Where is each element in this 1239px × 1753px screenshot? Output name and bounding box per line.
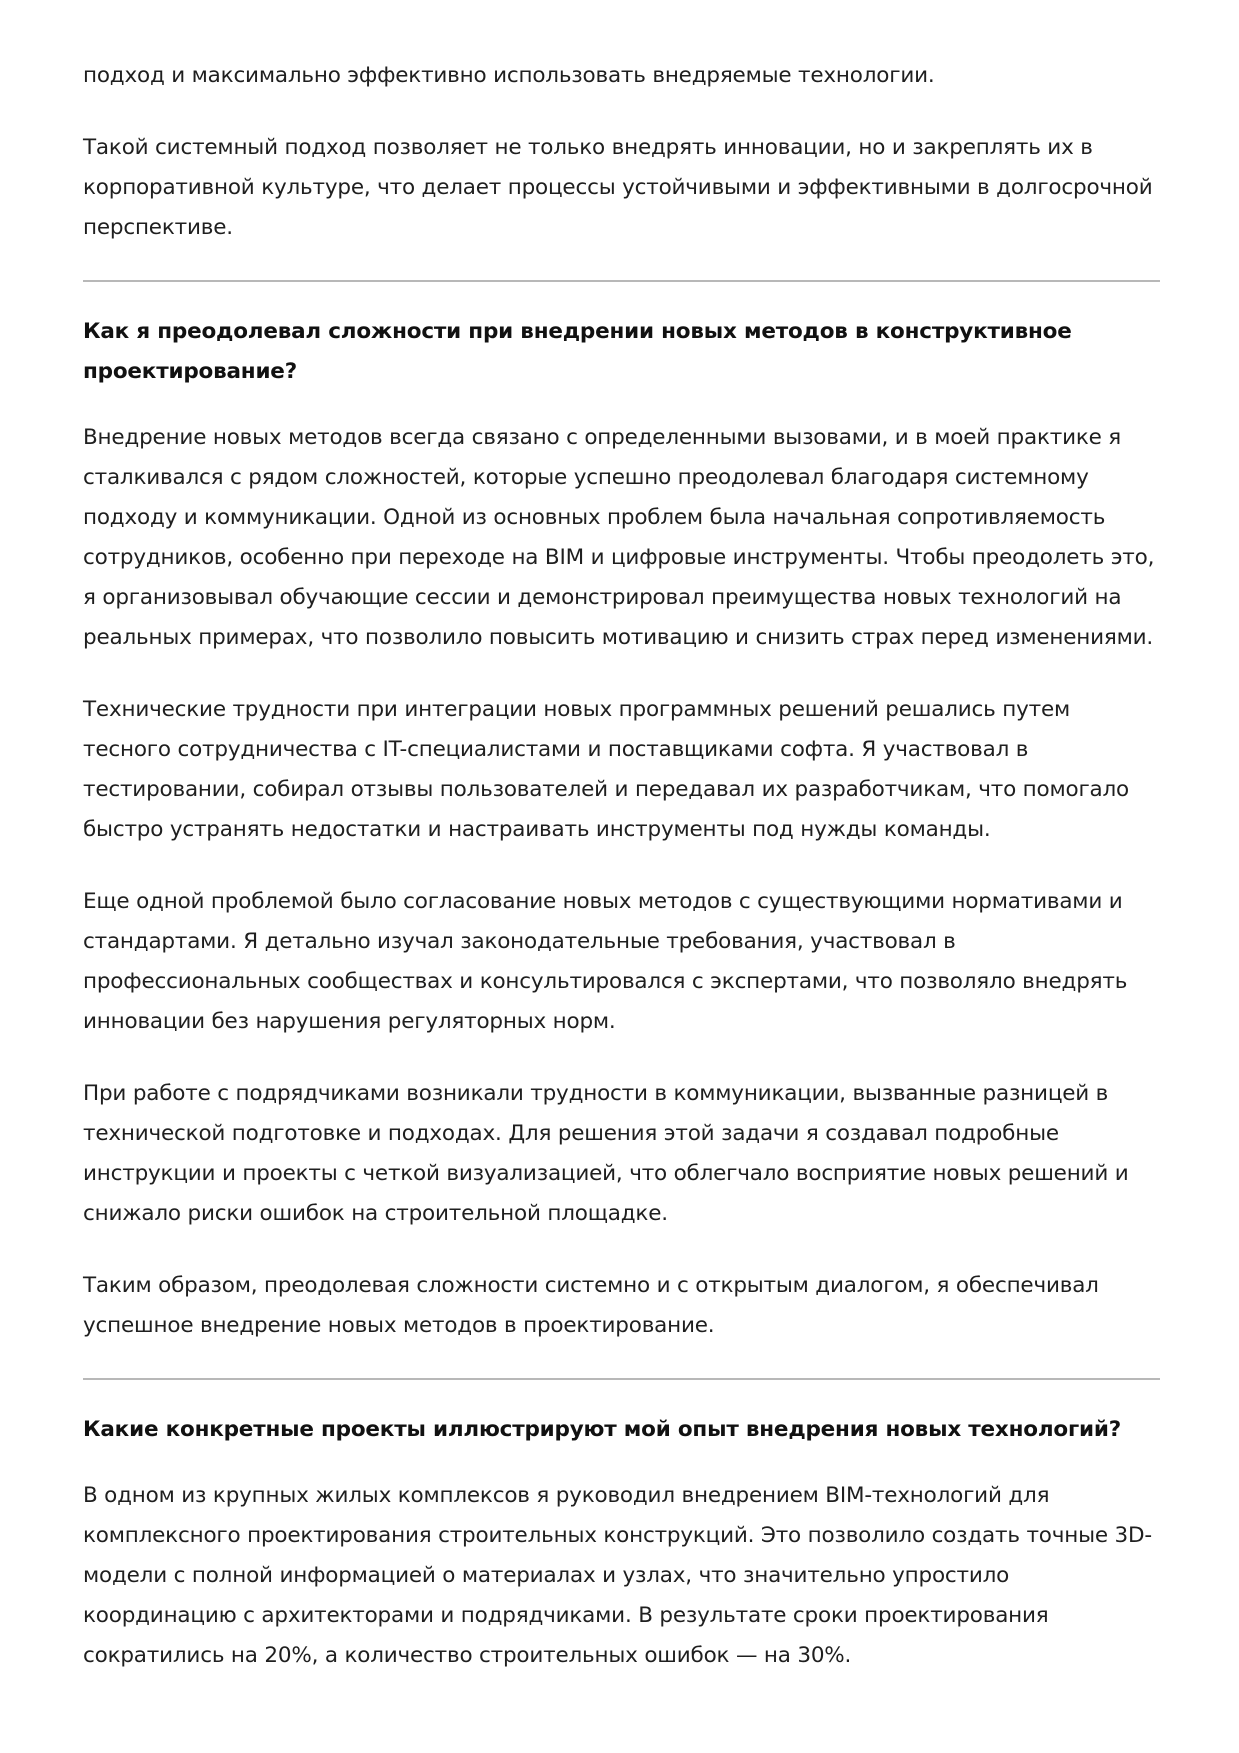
section-2-paragraph-1: В одном из крупных жилых комплексов я руководил внедрением BIM-технологий для комплексного проектирования строительных конструкций. Это позволило создать точные 3D-модели с полной информацией о материалах и узлах, что значительно упростило координацию с архитекторами и подрядчиками. В результате сроки проектирования сократились на 20%, а количество строительных ошибок — на 30%. <box>83 1483 1152 1668</box>
section-1-heading: Как я преодолевал сложности при внедрении новых методов в конструктивное проектирование? <box>83 319 1072 384</box>
intro-paragraph-1: подход и максимально эффективно использовать внедряемые технологии. <box>83 63 935 88</box>
section-1-paragraph-2: Технические трудности при интеграции новых программных решений решались путем тесного сотрудничества с IT-специалистами и поставщиками софта. Я участвовал в тестировании, собирал отзывы пользователей и передавал их разработчикам, что помогало быстро устранять недостатки и настраивать инструменты под нужды команды. <box>83 697 1130 842</box>
intro-paragraph-2: Такой системный подход позволяет не только внедрять инновации, но и закреплять их в корпоративной культуре, что делает процессы устойчивыми и эффективными в долгосрочной перспективе. <box>83 135 1153 240</box>
section-1-paragraph-1: Внедрение новых методов всегда связано с определенными вызовами, и в моей практике я сталкивался с рядом сложностей, которые успешно преодолевал благодаря системному подходу и коммуникации. Одной из основных проблем была начальная сопротивляемость сотрудников, особенно при переходе на BIM и цифровые инструменты. Чтобы преодолеть это, я организовывал обучающие сессии и демонстрировал преимущества новых технологий на реальных примерах, что позволило повысить мотивацию и снизить страх перед изменениями. <box>83 425 1155 650</box>
section-divider-1 <box>83 280 1160 282</box>
section-1-paragraph-4: При работе с подрядчиками возникали трудности в коммуникации, вызванные разницей в технической подготовке и подходах. Для решения этой задачи я создавал подробные инструкции и проекты с четкой визуализацией, что облегчало восприятие новых решений и снижало риски ошибок на строительной площадке. <box>83 1081 1129 1226</box>
document-page <box>83 56 1160 1676</box>
section-2-heading: Какие конкретные проекты иллюстрируют мой опыт внедрения новых технологий? <box>83 1417 1121 1442</box>
section-divider-2 <box>83 1378 1160 1380</box>
section-1-paragraph-3: Еще одной проблемой было согласование новых методов с существующими нормативами и стандартами. Я детально изучал законодательные требования, участвовал в профессиональных сообществах и консультировался с экспертами, что позволяло внедрять инновации без нарушения регуляторных норм. <box>83 889 1128 1034</box>
section-1-paragraph-5: Таким образом, преодолевая сложности системно и с открытым диалогом, я обеспечивал успешное внедрение новых методов в проектирование. <box>83 1273 1099 1338</box>
